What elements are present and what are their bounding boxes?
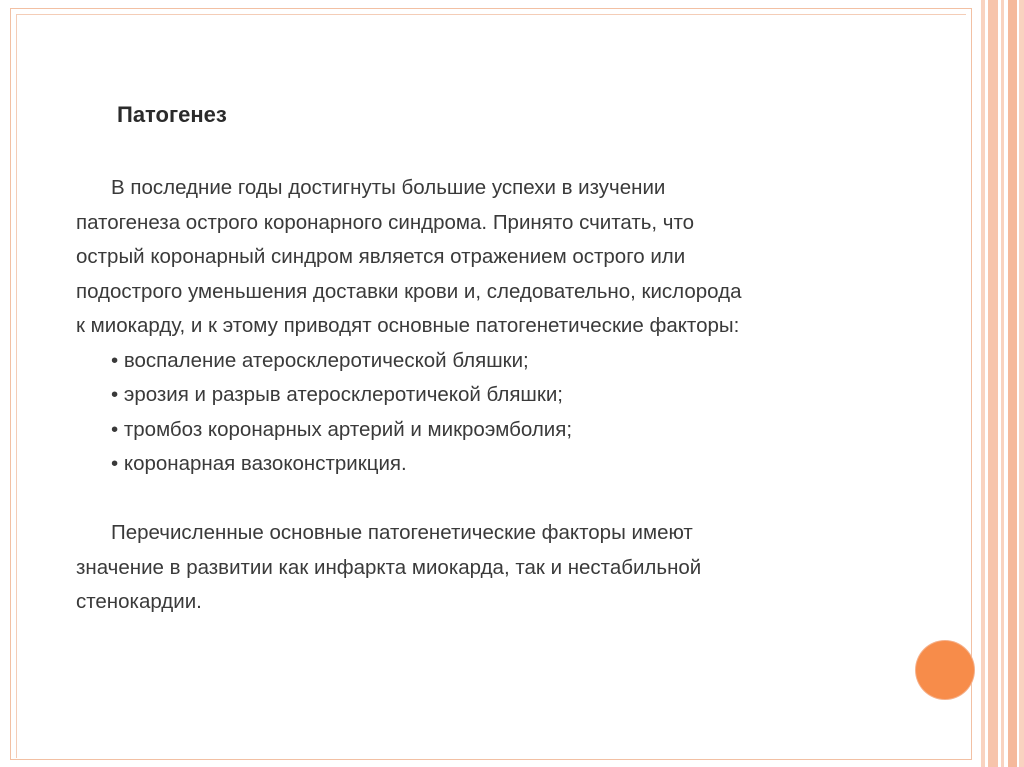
list-item: • коронарная вазоконстрикция. bbox=[111, 452, 407, 475]
closing-line: стенокардии. bbox=[76, 590, 202, 613]
decorative-stripe bbox=[988, 0, 998, 767]
decorative-stripe bbox=[1008, 0, 1017, 767]
paragraph-spacer bbox=[76, 482, 956, 517]
decorative-stripe bbox=[1019, 0, 1024, 767]
closing-line: значение в развитии как инфаркта миокарда, так и нестабильной bbox=[76, 555, 702, 579]
closing-line: Перечисленные основные патогенетические факторы имеют bbox=[111, 521, 693, 544]
decorative-stripe bbox=[1001, 0, 1004, 767]
list-item: • эрозия и разрыв атеросклеротичекой бляшки; bbox=[111, 383, 563, 406]
list-item: • воспаление атеросклеротической бляшки; bbox=[111, 348, 529, 372]
intro-line: В последние годы достигнуты большие успехи в изучении bbox=[111, 176, 666, 199]
slide-title: Патогенез bbox=[117, 102, 227, 127]
factor-list bbox=[76, 344, 956, 482]
intro-line: острый коронарный синдром является отражением острого или bbox=[76, 245, 686, 268]
slide-body bbox=[76, 171, 956, 620]
accent-circle bbox=[916, 641, 974, 699]
decorative-stripe bbox=[981, 0, 985, 767]
intro-line: патогенеза острого коронарного синдрома. Принято считать, что bbox=[76, 210, 695, 234]
list-item: • тромбоз коронарных артерий и микроэмболия; bbox=[111, 417, 573, 441]
intro-line: подострого уменьшения доставки крови и, следовательно, кислорода bbox=[76, 279, 742, 303]
intro-line: к миокарду, и к этому приводят основные патогенетические факторы: bbox=[76, 314, 740, 337]
